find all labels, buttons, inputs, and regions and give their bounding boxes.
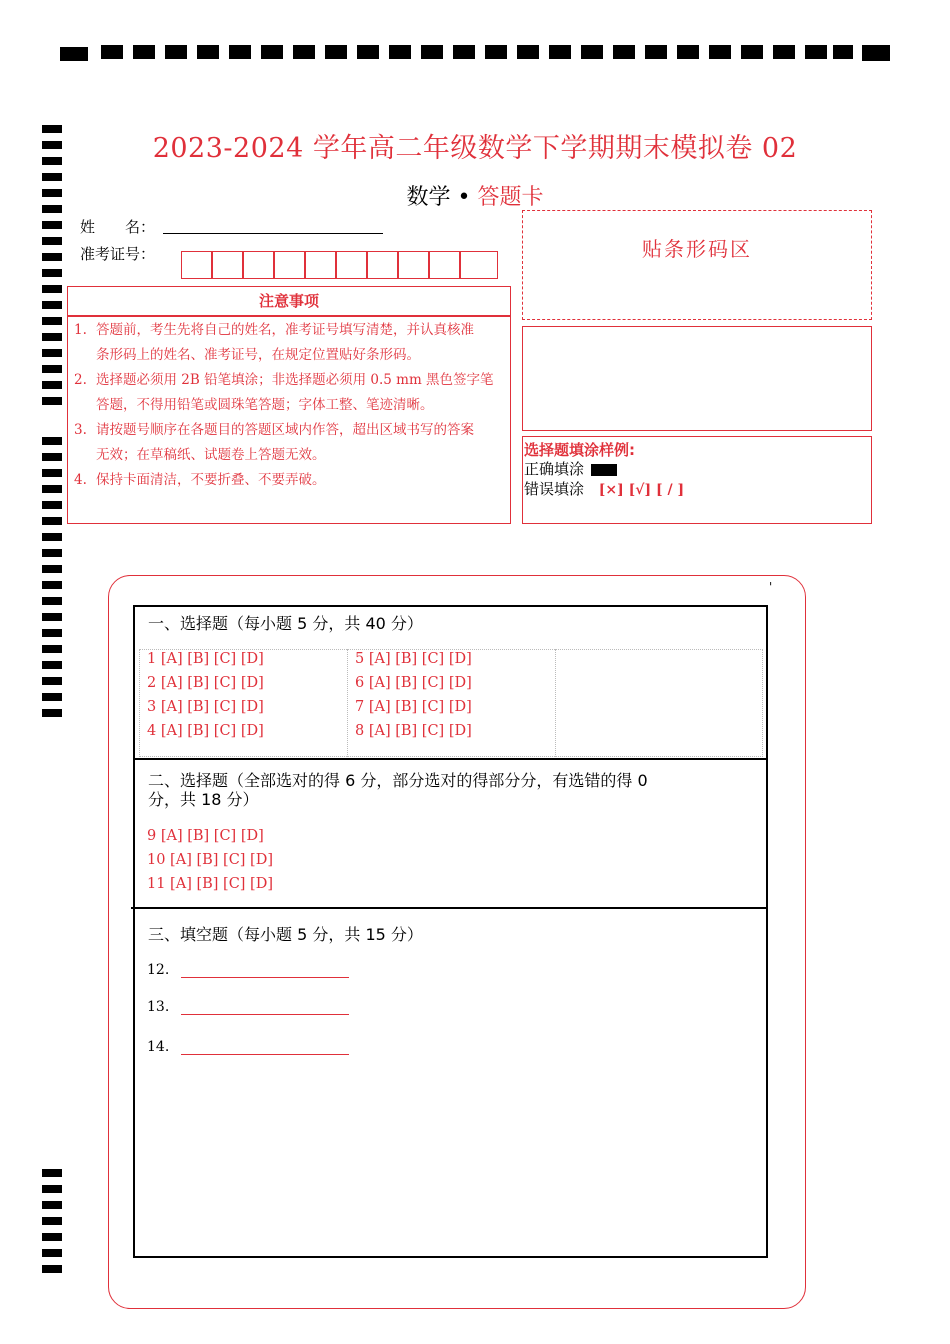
section-divider bbox=[131, 907, 768, 909]
subtitle-dot: • bbox=[457, 185, 471, 210]
exam-id-digit-box[interactable] bbox=[181, 251, 212, 279]
fill-blank-number: 12. bbox=[147, 962, 170, 978]
fill-blank-line[interactable] bbox=[181, 963, 349, 978]
section2-title-line2: 分，共 18 分） bbox=[148, 790, 259, 809]
stray-mark: ' bbox=[769, 580, 773, 594]
exam-id-digit-box[interactable] bbox=[274, 251, 305, 279]
section1-title: 一、选择题（每小题 5 分，共 40 分） bbox=[148, 614, 423, 633]
exam-id-digit-box[interactable] bbox=[212, 251, 243, 279]
sample-wrong bbox=[524, 478, 684, 499]
notice-item-number: 1. bbox=[74, 322, 87, 338]
grid-divider bbox=[555, 649, 556, 757]
section2-title-line1: 二、选择题（全部选对的得 6 分，部分选对的得部分分，有选错的得 0 bbox=[148, 771, 648, 790]
sample-title: 选择题填涂样例: bbox=[524, 441, 635, 459]
sample-correct-label: 正确填涂 bbox=[524, 460, 585, 478]
notice-item-text: 答题前，考生先将自己的姓名，准考证号填写清楚，并认真核准 bbox=[96, 322, 474, 338]
fill-blank-number: 13. bbox=[147, 999, 170, 1015]
choice-row[interactable]: 7 [A] [B] [C] [D] bbox=[355, 699, 472, 715]
filled-mark-icon bbox=[591, 464, 617, 476]
choice-row[interactable]: 5 [A] [B] [C] [D] bbox=[355, 651, 472, 667]
fill-blank-row bbox=[147, 1039, 349, 1055]
fill-blank-line[interactable] bbox=[181, 1000, 349, 1015]
exam-id-digit-box[interactable] bbox=[243, 251, 274, 279]
exam-id-label: 准考证号： bbox=[80, 245, 156, 263]
notice-item-text: 选择题必须用 2B 铅笔填涂；非选择题必须用 0.5 mm 黑色签字笔 bbox=[96, 372, 494, 388]
exam-id-digit-box[interactable] bbox=[429, 251, 460, 279]
notice-item-text: 请按题号顺序在各题目的答题区域内作答，超出区域书写的答案 bbox=[96, 422, 474, 438]
exam-id-digit-box[interactable] bbox=[460, 251, 498, 279]
notice-item-number: 4. bbox=[74, 472, 87, 488]
notice-item bbox=[74, 418, 510, 468]
name-field[interactable] bbox=[163, 233, 383, 234]
notice-item-text-cont: 答题，不得用铅笔或圆珠笔答题；字体工整、笔迹清晰。 bbox=[96, 397, 434, 413]
section-divider bbox=[133, 758, 768, 760]
choice-row[interactable]: 10 [A] [B] [C] [D] bbox=[147, 852, 273, 868]
choice-row[interactable]: 6 [A] [B] [C] [D] bbox=[355, 675, 472, 691]
notice-item-number: 2. bbox=[74, 372, 87, 388]
notice-item-text-cont: 无效；在草稿纸、试题卷上答题无效。 bbox=[96, 447, 326, 463]
sample-wrong-label: 错误填涂 bbox=[524, 480, 585, 498]
name-label: 姓 名： bbox=[80, 218, 156, 236]
blank-box bbox=[522, 326, 872, 431]
choice-row[interactable]: 1 [A] [B] [C] [D] bbox=[147, 651, 264, 667]
exam-id-digit-box[interactable] bbox=[305, 251, 336, 279]
choice-row[interactable]: 9 [A] [B] [C] [D] bbox=[147, 828, 264, 844]
choice-row[interactable]: 4 [A] [B] [C] [D] bbox=[147, 723, 264, 739]
subject-label: 数学 bbox=[406, 185, 451, 210]
notice-item-text: 保持卡面清洁，不要折叠、不要弄破。 bbox=[96, 472, 326, 488]
exam-id-digit-box[interactable] bbox=[336, 251, 367, 279]
fill-blank-line[interactable] bbox=[181, 1040, 349, 1055]
choice-row[interactable]: 2 [A] [B] [C] [D] bbox=[147, 675, 264, 691]
barcode-area[interactable] bbox=[522, 210, 872, 320]
barcode-label: 贴条形码区 bbox=[642, 237, 752, 261]
sample-correct bbox=[524, 458, 617, 479]
grid-divider bbox=[347, 649, 348, 757]
card-subtitle bbox=[0, 180, 950, 211]
choice-row[interactable]: 11 [A] [B] [C] [D] bbox=[147, 876, 273, 892]
exam-id-digit-box[interactable] bbox=[367, 251, 398, 279]
notice-item bbox=[74, 368, 510, 418]
notice-item-text-cont: 条形码上的姓名、准考证号，在规定位置贴好条形码。 bbox=[96, 347, 420, 363]
notice-title: 注意事项 bbox=[67, 286, 511, 316]
choice-row[interactable]: 8 [A] [B] [C] [D] bbox=[355, 723, 472, 739]
exam-title: 2023-2024 学年高二年级数学下学期期末模拟卷 02 bbox=[152, 133, 798, 164]
exam-id-digit-box[interactable] bbox=[398, 251, 429, 279]
fill-blank-row bbox=[147, 962, 349, 978]
fill-blank-number: 14. bbox=[147, 1039, 170, 1055]
notice-item bbox=[74, 468, 510, 493]
notice-item bbox=[74, 318, 510, 368]
fill-blank-row bbox=[147, 999, 349, 1015]
answer-card-label: 答题卡 bbox=[477, 185, 544, 210]
section3-title: 三、填空题（每小题 5 分，共 15 分） bbox=[148, 925, 423, 944]
notice-item-number: 3. bbox=[74, 422, 87, 438]
choice-row[interactable]: 3 [A] [B] [C] [D] bbox=[147, 699, 264, 715]
sample-wrong-marks: [×] [√] [ / ] bbox=[598, 482, 685, 498]
